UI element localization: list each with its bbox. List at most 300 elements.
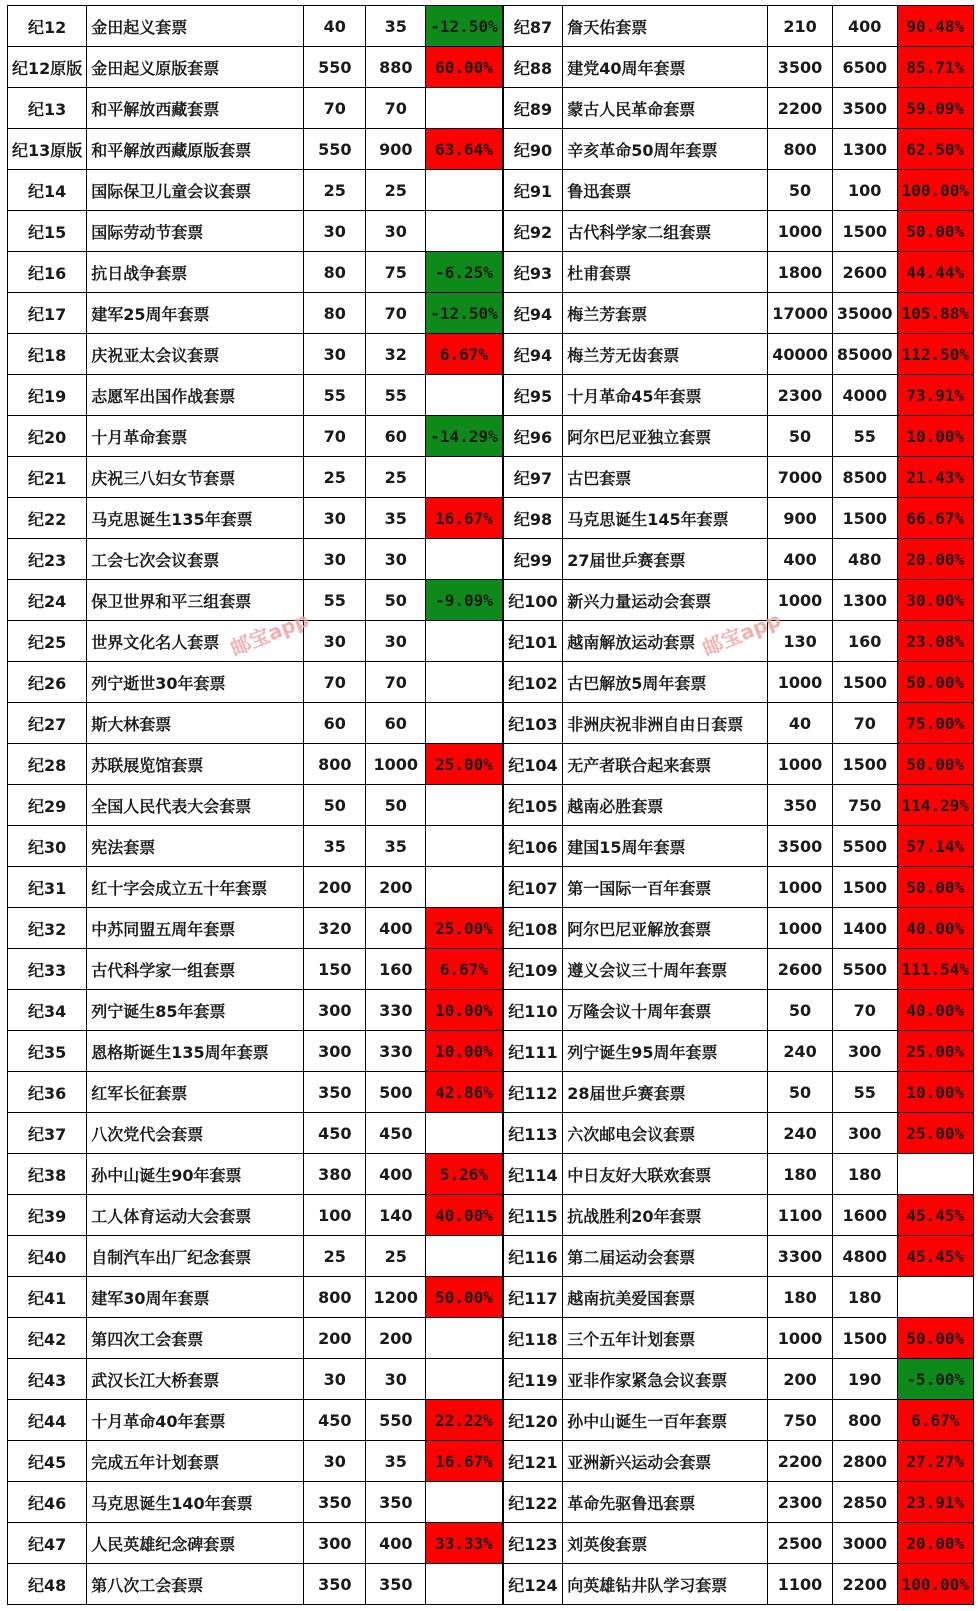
change-pct-cell <box>426 1318 503 1359</box>
change-pct-cell: 16.67% <box>426 1441 503 1482</box>
table-row <box>8 1482 974 1523</box>
change-pct-cell: -5.00% <box>897 1359 973 1400</box>
stamp-code-cell: 纪94 <box>503 334 563 375</box>
price-before-cell: 400 <box>768 539 833 580</box>
stamp-name-cell: 无产者联合起来套票 <box>563 744 768 785</box>
stamp-name-cell: 古巴解放5周年套票 <box>563 662 768 703</box>
stamp-name-cell: 阿尔巴尼亚解放套票 <box>563 908 768 949</box>
stamp-code-cell: 纪109 <box>503 949 563 990</box>
price-before-cell: 800 <box>304 1277 366 1318</box>
change-pct-cell <box>426 826 503 867</box>
stamp-code-cell: 纪19 <box>8 375 87 416</box>
price-after-cell: 85000 <box>832 334 897 375</box>
price-before-cell: 1100 <box>768 1195 833 1236</box>
stamp-name-cell: 革命先驱鲁迅套票 <box>563 1482 768 1523</box>
price-before-cell: 25 <box>304 170 366 211</box>
stamp-code-cell: 纪13 <box>8 88 87 129</box>
stamp-name-cell: 孙中山诞生90年套票 <box>87 1154 304 1195</box>
stamp-name-cell: 庆祝三八妇女节套票 <box>87 457 304 498</box>
price-before-cell: 200 <box>768 1359 833 1400</box>
price-after-cell: 50 <box>366 785 426 826</box>
price-before-cell: 3500 <box>768 47 833 88</box>
price-after-cell: 55 <box>832 1072 897 1113</box>
stamp-code-cell: 纪37 <box>8 1113 87 1154</box>
stamp-name-cell: 建军25周年套票 <box>87 293 304 334</box>
price-before-cell: 2200 <box>768 1441 833 1482</box>
stamp-name-cell: 中苏同盟五周年套票 <box>87 908 304 949</box>
price-after-cell: 1600 <box>832 1195 897 1236</box>
change-pct-cell: 100.00% <box>897 170 973 211</box>
stamp-code-cell: 纪90 <box>503 129 563 170</box>
price-before-cell: 30 <box>304 621 366 662</box>
stamp-code-cell: 纪93 <box>503 252 563 293</box>
price-after-cell: 32 <box>366 334 426 375</box>
price-before-cell: 50 <box>768 990 833 1031</box>
stamp-name-cell: 遵义会议三十周年套票 <box>563 949 768 990</box>
stamp-name-cell: 古代科学家一组套票 <box>87 949 304 990</box>
stamp-code-cell: 纪101 <box>503 621 563 662</box>
stamp-name-cell: 庆祝亚太会议套票 <box>87 334 304 375</box>
price-before-cell: 550 <box>304 47 366 88</box>
price-before-cell: 3300 <box>768 1236 833 1277</box>
change-pct-cell: 21.43% <box>897 457 973 498</box>
stamp-name-cell: 越南必胜套票 <box>563 785 768 826</box>
change-pct-cell: -14.29% <box>426 416 503 457</box>
stamp-name-cell: 金田起义套票 <box>87 6 304 47</box>
change-pct-cell: -12.50% <box>426 6 503 47</box>
change-pct-cell <box>426 1482 503 1523</box>
table-row <box>8 129 974 170</box>
stamp-name-cell: 列宁诞生85年套票 <box>87 990 304 1031</box>
table-row <box>8 744 974 785</box>
price-after-cell: 1500 <box>832 1318 897 1359</box>
price-before-cell: 350 <box>304 1564 366 1605</box>
stamp-name-cell: 阿尔巴尼亚独立套票 <box>563 416 768 457</box>
table-row <box>8 211 974 252</box>
price-after-cell: 1400 <box>832 908 897 949</box>
price-after-cell: 30 <box>366 1359 426 1400</box>
change-pct-cell <box>426 867 503 908</box>
price-before-cell: 70 <box>304 416 366 457</box>
change-pct-cell: 33.33% <box>426 1523 503 1564</box>
stamp-code-cell: 纪88 <box>503 47 563 88</box>
stamp-code-cell: 纪89 <box>503 88 563 129</box>
table-body <box>8 6 974 1605</box>
price-after-cell: 50 <box>366 580 426 621</box>
stamp-code-cell: 纪87 <box>503 6 563 47</box>
price-before-cell: 300 <box>304 1031 366 1072</box>
price-after-cell: 200 <box>366 1318 426 1359</box>
stamp-price-table <box>7 5 974 1605</box>
change-pct-cell: 50.00% <box>897 662 973 703</box>
stamp-name-cell: 工会七次会议套票 <box>87 539 304 580</box>
stamp-code-cell: 纪98 <box>503 498 563 539</box>
change-pct-cell: 44.44% <box>897 252 973 293</box>
change-pct-cell <box>426 662 503 703</box>
change-pct-cell: 62.50% <box>897 129 973 170</box>
price-before-cell: 300 <box>304 1523 366 1564</box>
change-pct-cell: 22.22% <box>426 1400 503 1441</box>
change-pct-cell: 16.67% <box>426 498 503 539</box>
change-pct-cell <box>426 621 503 662</box>
price-after-cell: 180 <box>832 1154 897 1195</box>
change-pct-cell: 25.00% <box>426 744 503 785</box>
stamp-code-cell: 纪27 <box>8 703 87 744</box>
stamp-name-cell: 工人体育运动大会套票 <box>87 1195 304 1236</box>
price-before-cell: 240 <box>768 1031 833 1072</box>
change-pct-cell: 100.00% <box>897 1564 973 1605</box>
table-row <box>8 990 974 1031</box>
stamp-code-cell: 纪35 <box>8 1031 87 1072</box>
price-before-cell: 130 <box>768 621 833 662</box>
stamp-code-cell: 纪25 <box>8 621 87 662</box>
price-after-cell: 35 <box>366 6 426 47</box>
price-before-cell: 2300 <box>768 1482 833 1523</box>
stamp-name-cell: 红军长征套票 <box>87 1072 304 1113</box>
stamp-name-cell: 第二届运动会套票 <box>563 1236 768 1277</box>
change-pct-cell: 57.14% <box>897 826 973 867</box>
stamp-code-cell: 纪38 <box>8 1154 87 1195</box>
change-pct-cell: -6.25% <box>426 252 503 293</box>
price-before-cell: 180 <box>768 1154 833 1195</box>
stamp-code-cell: 纪42 <box>8 1318 87 1359</box>
table-row <box>8 1359 974 1400</box>
stamp-name-cell: 万隆会议十周年套票 <box>563 990 768 1031</box>
price-after-cell: 750 <box>832 785 897 826</box>
price-before-cell: 2300 <box>768 375 833 416</box>
stamp-name-cell: 建党40周年套票 <box>563 47 768 88</box>
stamp-code-cell: 纪111 <box>503 1031 563 1072</box>
price-before-cell: 30 <box>304 211 366 252</box>
price-before-cell: 55 <box>304 375 366 416</box>
table-row <box>8 1441 974 1482</box>
price-before-cell: 200 <box>304 867 366 908</box>
price-before-cell: 30 <box>304 1441 366 1482</box>
price-before-cell: 150 <box>304 949 366 990</box>
price-after-cell: 25 <box>366 1236 426 1277</box>
stamp-code-cell: 纪12 <box>8 6 87 47</box>
stamp-name-cell: 抗战胜利20年套票 <box>563 1195 768 1236</box>
stamp-name-cell: 自制汽车出厂纪念套票 <box>87 1236 304 1277</box>
price-after-cell: 5500 <box>832 949 897 990</box>
stamp-name-cell: 恩格斯诞生135周年套票 <box>87 1031 304 1072</box>
change-pct-cell: 10.00% <box>426 1031 503 1072</box>
table-row <box>8 826 974 867</box>
price-after-cell: 55 <box>832 416 897 457</box>
price-before-cell: 50 <box>768 416 833 457</box>
price-after-cell: 2200 <box>832 1564 897 1605</box>
price-before-cell: 50 <box>768 1072 833 1113</box>
change-pct-cell <box>426 375 503 416</box>
price-after-cell: 3000 <box>832 1523 897 1564</box>
stamp-code-cell: 纪103 <box>503 703 563 744</box>
price-before-cell: 450 <box>304 1113 366 1154</box>
price-after-cell: 4800 <box>832 1236 897 1277</box>
stamp-name-cell: 保卫世界和平三组套票 <box>87 580 304 621</box>
price-after-cell: 800 <box>832 1400 897 1441</box>
price-before-cell: 50 <box>768 170 833 211</box>
price-after-cell: 6500 <box>832 47 897 88</box>
stamp-code-cell: 纪18 <box>8 334 87 375</box>
stamp-code-cell: 纪15 <box>8 211 87 252</box>
price-before-cell: 750 <box>768 1400 833 1441</box>
price-before-cell: 210 <box>768 6 833 47</box>
price-before-cell: 180 <box>768 1277 833 1318</box>
price-before-cell: 800 <box>304 744 366 785</box>
price-after-cell: 450 <box>366 1113 426 1154</box>
stamp-code-cell: 纪23 <box>8 539 87 580</box>
price-after-cell: 160 <box>832 621 897 662</box>
price-before-cell: 55 <box>304 580 366 621</box>
stamp-code-cell: 纪112 <box>503 1072 563 1113</box>
stamp-code-cell: 纪40 <box>8 1236 87 1277</box>
stamp-code-cell: 纪106 <box>503 826 563 867</box>
price-after-cell: 35 <box>366 498 426 539</box>
stamp-code-cell: 纪124 <box>503 1564 563 1605</box>
change-pct-cell: 25.00% <box>426 908 503 949</box>
price-before-cell: 300 <box>304 990 366 1031</box>
price-after-cell: 2800 <box>832 1441 897 1482</box>
table-row <box>8 1236 974 1277</box>
stamp-code-cell: 纪20 <box>8 416 87 457</box>
change-pct-cell: 23.91% <box>897 1482 973 1523</box>
price-after-cell: 1000 <box>366 744 426 785</box>
stamp-name-cell: 列宁逝世30年套票 <box>87 662 304 703</box>
price-after-cell: 400 <box>366 908 426 949</box>
stamp-name-cell: 志愿军出国作战套票 <box>87 375 304 416</box>
price-after-cell: 1500 <box>832 744 897 785</box>
stamp-code-cell: 纪94 <box>503 293 563 334</box>
stamp-code-cell: 纪17 <box>8 293 87 334</box>
price-before-cell: 1000 <box>768 744 833 785</box>
price-before-cell: 1000 <box>768 211 833 252</box>
change-pct-cell <box>897 1154 973 1195</box>
stamp-code-cell: 纪122 <box>503 1482 563 1523</box>
change-pct-cell: 112.50% <box>897 334 973 375</box>
price-before-cell: 30 <box>304 1359 366 1400</box>
price-after-cell: 1500 <box>832 211 897 252</box>
stamp-name-cell: 十月革命40年套票 <box>87 1400 304 1441</box>
change-pct-cell: 42.86% <box>426 1072 503 1113</box>
stamp-name-cell: 马克思诞生135年套票 <box>87 498 304 539</box>
change-pct-cell <box>426 1359 503 1400</box>
stamp-code-cell: 纪92 <box>503 211 563 252</box>
change-pct-cell <box>426 457 503 498</box>
change-pct-cell: 60.00% <box>426 47 503 88</box>
stamp-name-cell: 十月革命套票 <box>87 416 304 457</box>
price-after-cell: 400 <box>366 1154 426 1195</box>
stamp-code-cell: 纪104 <box>503 744 563 785</box>
stamp-name-cell: 第四次工会套票 <box>87 1318 304 1359</box>
stamp-name-cell: 孙中山诞生一百年套票 <box>563 1400 768 1441</box>
stamp-name-cell: 蒙古人民革命套票 <box>563 88 768 129</box>
stamp-code-cell: 纪44 <box>8 1400 87 1441</box>
table-row <box>8 375 974 416</box>
price-after-cell: 1300 <box>832 129 897 170</box>
price-before-cell: 350 <box>768 785 833 826</box>
price-before-cell: 100 <box>304 1195 366 1236</box>
stamp-name-cell: 27届世乒赛套票 <box>563 539 768 580</box>
change-pct-cell: 50.00% <box>897 211 973 252</box>
change-pct-cell: 114.29% <box>897 785 973 826</box>
price-before-cell: 70 <box>304 662 366 703</box>
change-pct-cell <box>426 703 503 744</box>
price-after-cell: 70 <box>366 293 426 334</box>
change-pct-cell <box>897 1277 973 1318</box>
price-after-cell: 35 <box>366 1441 426 1482</box>
change-pct-cell: -12.50% <box>426 293 503 334</box>
change-pct-cell: 105.88% <box>897 293 973 334</box>
table-row <box>8 6 974 47</box>
price-before-cell: 40 <box>768 703 833 744</box>
stamp-name-cell: 完成五年计划套票 <box>87 1441 304 1482</box>
table-row <box>8 170 974 211</box>
change-pct-cell: 50.00% <box>897 744 973 785</box>
watermark: 邮宝app <box>699 607 785 661</box>
stamp-code-cell: 纪97 <box>503 457 563 498</box>
price-before-cell: 30 <box>304 539 366 580</box>
price-before-cell: 800 <box>768 129 833 170</box>
stamp-code-cell: 纪34 <box>8 990 87 1031</box>
stamp-code-cell: 纪24 <box>8 580 87 621</box>
change-pct-cell: 40.00% <box>897 908 973 949</box>
change-pct-cell: 10.00% <box>897 1072 973 1113</box>
price-before-cell: 450 <box>304 1400 366 1441</box>
price-after-cell: 500 <box>366 1072 426 1113</box>
stamp-code-cell: 纪29 <box>8 785 87 826</box>
stamp-code-cell: 纪113 <box>503 1113 563 1154</box>
price-after-cell: 900 <box>366 129 426 170</box>
change-pct-cell: 20.00% <box>897 539 973 580</box>
price-before-cell: 30 <box>304 334 366 375</box>
table-row <box>8 252 974 293</box>
price-after-cell: 25 <box>366 170 426 211</box>
price-after-cell: 2850 <box>832 1482 897 1523</box>
stamp-code-cell: 纪99 <box>503 539 563 580</box>
stamp-code-cell: 纪31 <box>8 867 87 908</box>
stamp-name-cell: 鲁迅套票 <box>563 170 768 211</box>
price-before-cell: 7000 <box>768 457 833 498</box>
change-pct-cell <box>426 1236 503 1277</box>
stamp-name-cell: 苏联展览馆套票 <box>87 744 304 785</box>
table-row <box>8 1318 974 1359</box>
change-pct-cell: 25.00% <box>897 1113 973 1154</box>
stamp-name-cell: 辛亥革命50周年套票 <box>563 129 768 170</box>
stamp-code-cell: 纪41 <box>8 1277 87 1318</box>
stamp-code-cell: 纪123 <box>503 1523 563 1564</box>
change-pct-cell: 6.67% <box>897 1400 973 1441</box>
price-after-cell: 25 <box>366 457 426 498</box>
change-pct-cell: 40.00% <box>897 990 973 1031</box>
stamp-name-cell: 28届世乒赛套票 <box>563 1072 768 1113</box>
stamp-code-cell: 纪47 <box>8 1523 87 1564</box>
table-row <box>8 1277 974 1318</box>
stamp-code-cell: 纪100 <box>503 580 563 621</box>
stamp-name-cell: 古代科学家二组套票 <box>563 211 768 252</box>
change-pct-cell: 10.00% <box>897 416 973 457</box>
price-after-cell: 190 <box>832 1359 897 1400</box>
table-row <box>8 621 974 662</box>
price-after-cell: 1500 <box>832 662 897 703</box>
price-before-cell: 80 <box>304 293 366 334</box>
stamp-code-cell: 纪46 <box>8 1482 87 1523</box>
price-after-cell: 30 <box>366 211 426 252</box>
change-pct-cell: 85.71% <box>897 47 973 88</box>
stamp-name-cell: 人民英雄纪念碑套票 <box>87 1523 304 1564</box>
table-row <box>8 498 974 539</box>
price-before-cell: 80 <box>304 252 366 293</box>
price-after-cell: 330 <box>366 1031 426 1072</box>
change-pct-cell <box>426 785 503 826</box>
change-pct-cell: 50.00% <box>897 867 973 908</box>
stamp-code-cell: 纪102 <box>503 662 563 703</box>
table-row <box>8 662 974 703</box>
price-after-cell: 35000 <box>832 293 897 334</box>
price-before-cell: 1000 <box>768 867 833 908</box>
stamp-code-cell: 纪95 <box>503 375 563 416</box>
price-after-cell: 140 <box>366 1195 426 1236</box>
price-after-cell: 75 <box>366 252 426 293</box>
change-pct-cell: 75.00% <box>897 703 973 744</box>
price-before-cell: 1000 <box>768 908 833 949</box>
table-row <box>8 1113 974 1154</box>
price-after-cell: 300 <box>832 1113 897 1154</box>
price-before-cell: 30 <box>304 498 366 539</box>
price-before-cell: 200 <box>304 1318 366 1359</box>
price-before-cell: 380 <box>304 1154 366 1195</box>
price-before-cell: 1000 <box>768 1318 833 1359</box>
stamp-name-cell: 梅兰芳无齿套票 <box>563 334 768 375</box>
stamp-code-cell: 纪121 <box>503 1441 563 1482</box>
stamp-name-cell: 越南解放运动套票 <box>563 621 768 662</box>
stamp-code-cell: 纪12原版 <box>8 47 87 88</box>
stamp-code-cell: 纪110 <box>503 990 563 1031</box>
stamp-code-cell: 纪28 <box>8 744 87 785</box>
stamp-code-cell: 纪105 <box>503 785 563 826</box>
table-row <box>8 785 974 826</box>
price-after-cell: 4000 <box>832 375 897 416</box>
table-row <box>8 1154 974 1195</box>
stamp-name-cell: 十月革命45年套票 <box>563 375 768 416</box>
price-before-cell: 25 <box>304 457 366 498</box>
change-pct-cell: 25.00% <box>897 1031 973 1072</box>
stamp-code-cell: 纪36 <box>8 1072 87 1113</box>
stamp-code-cell: 纪16 <box>8 252 87 293</box>
price-before-cell: 350 <box>304 1072 366 1113</box>
stamp-name-cell: 世界文化名人套票 <box>87 621 304 662</box>
stamp-code-cell: 纪114 <box>503 1154 563 1195</box>
price-after-cell: 400 <box>366 1523 426 1564</box>
price-after-cell: 70 <box>366 662 426 703</box>
change-pct-cell: -9.09% <box>426 580 503 621</box>
price-before-cell: 350 <box>304 1482 366 1523</box>
stamp-code-cell: 纪22 <box>8 498 87 539</box>
table-row <box>8 47 974 88</box>
stamp-name-cell: 非洲庆祝非洲自由日套票 <box>563 703 768 744</box>
stamp-name-cell: 越南抗美爱国套票 <box>563 1277 768 1318</box>
stamp-name-cell: 抗日战争套票 <box>87 252 304 293</box>
price-before-cell: 1000 <box>768 662 833 703</box>
price-after-cell: 1200 <box>366 1277 426 1318</box>
price-after-cell: 330 <box>366 990 426 1031</box>
stamp-name-cell: 和平解放西藏原版套票 <box>87 129 304 170</box>
watermark: 邮宝app <box>227 607 313 661</box>
price-after-cell: 60 <box>366 416 426 457</box>
stamp-name-cell: 马克思诞生140年套票 <box>87 1482 304 1523</box>
change-pct-cell <box>426 170 503 211</box>
price-after-cell: 8500 <box>832 457 897 498</box>
change-pct-cell: 6.67% <box>426 949 503 990</box>
